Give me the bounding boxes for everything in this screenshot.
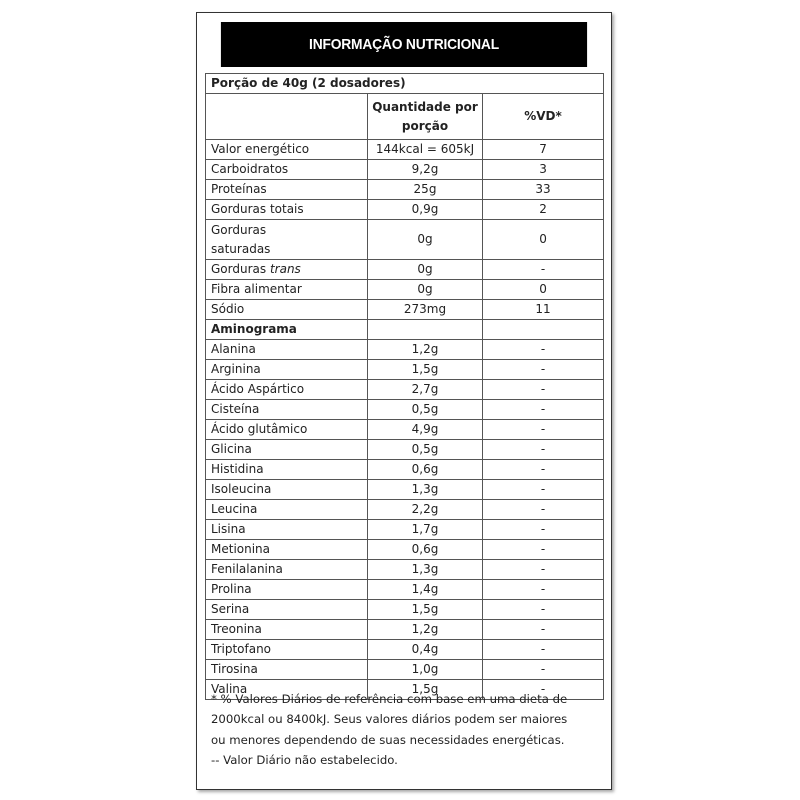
amino-vd: - [483, 580, 604, 600]
footnote-line: * % Valores Diários de referência com base em uma dieta de [211, 692, 568, 706]
amino-row [206, 440, 604, 460]
aminogram-header-row [206, 320, 604, 340]
aminogram-empty-vd [483, 320, 604, 340]
amino-row [206, 660, 604, 680]
nutrient-vd: 7 [483, 140, 604, 160]
amino-vd: - [483, 660, 604, 680]
amino-vd: - [483, 340, 604, 360]
nutrient-qty: 0g [368, 280, 483, 300]
amino-qty: 1,4g [368, 580, 483, 600]
nutrition-title: INFORMAÇÃO NUTRICIONAL [221, 22, 587, 67]
amino-name: Valina [206, 680, 368, 700]
amino-qty: 0,6g [368, 540, 483, 560]
nutrient-name: Fibra alimentar [206, 280, 368, 300]
nutrient-name: Valor energético [206, 140, 368, 160]
amino-row [206, 480, 604, 500]
amino-qty: 1,2g [368, 340, 483, 360]
amino-name: Glicina [206, 440, 368, 460]
amino-vd: - [483, 420, 604, 440]
amino-row [206, 420, 604, 440]
nutrient-qty: 9,2g [368, 160, 483, 180]
nutrient-qty: 0,9g [368, 200, 483, 220]
nutrient-row [206, 200, 604, 220]
amino-qty: 0,5g [368, 440, 483, 460]
nutrient-name-line1: Gorduras [211, 222, 267, 237]
nutrient-qty: 0g [368, 220, 483, 260]
amino-name: Isoleucina [206, 480, 368, 500]
nutrient-qty: 273mg [368, 300, 483, 320]
amino-row [206, 620, 604, 640]
nutrient-vd: 11 [483, 300, 604, 320]
amino-vd: - [483, 480, 604, 500]
nutrient-vd: 33 [483, 180, 604, 200]
amino-qty: 2,2g [368, 500, 483, 520]
amino-qty: 1,3g [368, 560, 483, 580]
amino-row [206, 360, 604, 380]
amino-qty: 1,0g [368, 660, 483, 680]
nutrient-row [206, 220, 604, 260]
amino-name: Ácido glutâmico [206, 420, 368, 440]
aminogram-label: Aminograma [206, 320, 368, 340]
nutrient-name: Gorduras totais [206, 200, 368, 220]
nutrient-name-italic: trans [269, 262, 301, 276]
header-quantity-line2: porção [401, 118, 449, 133]
amino-qty: 1,2g [368, 620, 483, 640]
header-quantity-line1: Quantidade por [372, 99, 478, 114]
amino-qty: 0,5g [368, 400, 483, 420]
nutrition-facts-panel [196, 12, 612, 790]
amino-row [206, 520, 604, 540]
amino-vd: - [483, 620, 604, 640]
amino-qty: 1,7g [368, 520, 483, 540]
amino-row [206, 340, 604, 360]
amino-name: Serina [206, 600, 368, 620]
footnote-line: -- Valor Diário não estabelecido. [211, 752, 398, 767]
amino-name: Leucina [206, 500, 368, 520]
amino-row [206, 560, 604, 580]
amino-name: Tirosina [206, 660, 368, 680]
amino-vd: - [483, 400, 604, 420]
amino-vd: - [483, 360, 604, 380]
nutrient-name [206, 260, 368, 280]
amino-name: Arginina [206, 360, 368, 380]
nutrition-table [205, 73, 604, 700]
amino-vd: - [483, 600, 604, 620]
amino-qty: 1,5g [368, 360, 483, 380]
nutrient-vd: - [483, 260, 604, 280]
amino-qty: 4,9g [368, 420, 483, 440]
nutrient-name: Carboidratos [206, 160, 368, 180]
amino-name: Prolina [206, 580, 368, 600]
amino-name: Alanina [206, 340, 368, 360]
nutrient-name-line2: saturadas [211, 241, 271, 256]
amino-name: Lisina [206, 520, 368, 540]
amino-vd: - [483, 460, 604, 480]
amino-name: Cisteína [206, 400, 368, 420]
amino-name: Treonina [206, 620, 368, 640]
amino-row [206, 460, 604, 480]
amino-row [206, 380, 604, 400]
nutrient-row [206, 160, 604, 180]
nutrient-vd: 0 [483, 280, 604, 300]
amino-name: Fenilalanina [206, 560, 368, 580]
portion-label: Porção de 40g (2 dosadores) [206, 74, 604, 94]
aminogram-empty-qty [368, 320, 483, 340]
amino-name: Metionina [206, 540, 368, 560]
nutrient-name-text: Gorduras [211, 262, 267, 276]
amino-vd: - [483, 520, 604, 540]
amino-vd: - [483, 680, 604, 700]
nutrient-vd: 2 [483, 200, 604, 220]
amino-row [206, 580, 604, 600]
header-vd: %VD* [483, 94, 604, 140]
amino-qty: 0,4g [368, 640, 483, 660]
nutrient-row [206, 280, 604, 300]
footnote-line: 2000kcal ou 8400kJ. Seus valores diários podem ser maiores [211, 712, 568, 727]
footnote [211, 689, 601, 770]
amino-name: Triptofano [206, 640, 368, 660]
amino-qty: 0,6g [368, 460, 483, 480]
header-quantity [368, 94, 483, 140]
amino-vd: - [483, 440, 604, 460]
nutrient-row [206, 180, 604, 200]
amino-row [206, 640, 604, 660]
amino-vd: - [483, 500, 604, 520]
amino-row [206, 600, 604, 620]
amino-name: Histidina [206, 460, 368, 480]
nutrient-row [206, 260, 604, 280]
amino-vd: - [483, 380, 604, 400]
nutrient-name: Proteínas [206, 180, 368, 200]
portion-row [206, 74, 604, 94]
nutrient-vd: 3 [483, 160, 604, 180]
footnote-line: ou menores dependendo de suas necessidades energéticas. [211, 732, 565, 747]
amino-row [206, 400, 604, 420]
nutrient-name [206, 220, 368, 260]
amino-row [206, 540, 604, 560]
header-empty-cell [206, 94, 368, 140]
amino-qty: 1,5g [368, 680, 483, 700]
nutrient-name: Sódio [206, 300, 368, 320]
amino-vd: - [483, 560, 604, 580]
nutrient-qty: 25g [368, 180, 483, 200]
amino-vd: - [483, 540, 604, 560]
amino-qty: 2,7g [368, 380, 483, 400]
nutrient-vd: 0 [483, 220, 604, 260]
amino-vd: - [483, 640, 604, 660]
header-row [206, 94, 604, 140]
amino-qty: 1,5g [368, 600, 483, 620]
nutrient-qty: 144kcal = 605kJ [368, 140, 483, 160]
amino-name: Ácido Aspártico [206, 380, 368, 400]
nutrient-row [206, 300, 604, 320]
nutrient-qty: 0g [368, 260, 483, 280]
amino-row [206, 500, 604, 520]
nutrient-row [206, 140, 604, 160]
amino-qty: 1,3g [368, 480, 483, 500]
